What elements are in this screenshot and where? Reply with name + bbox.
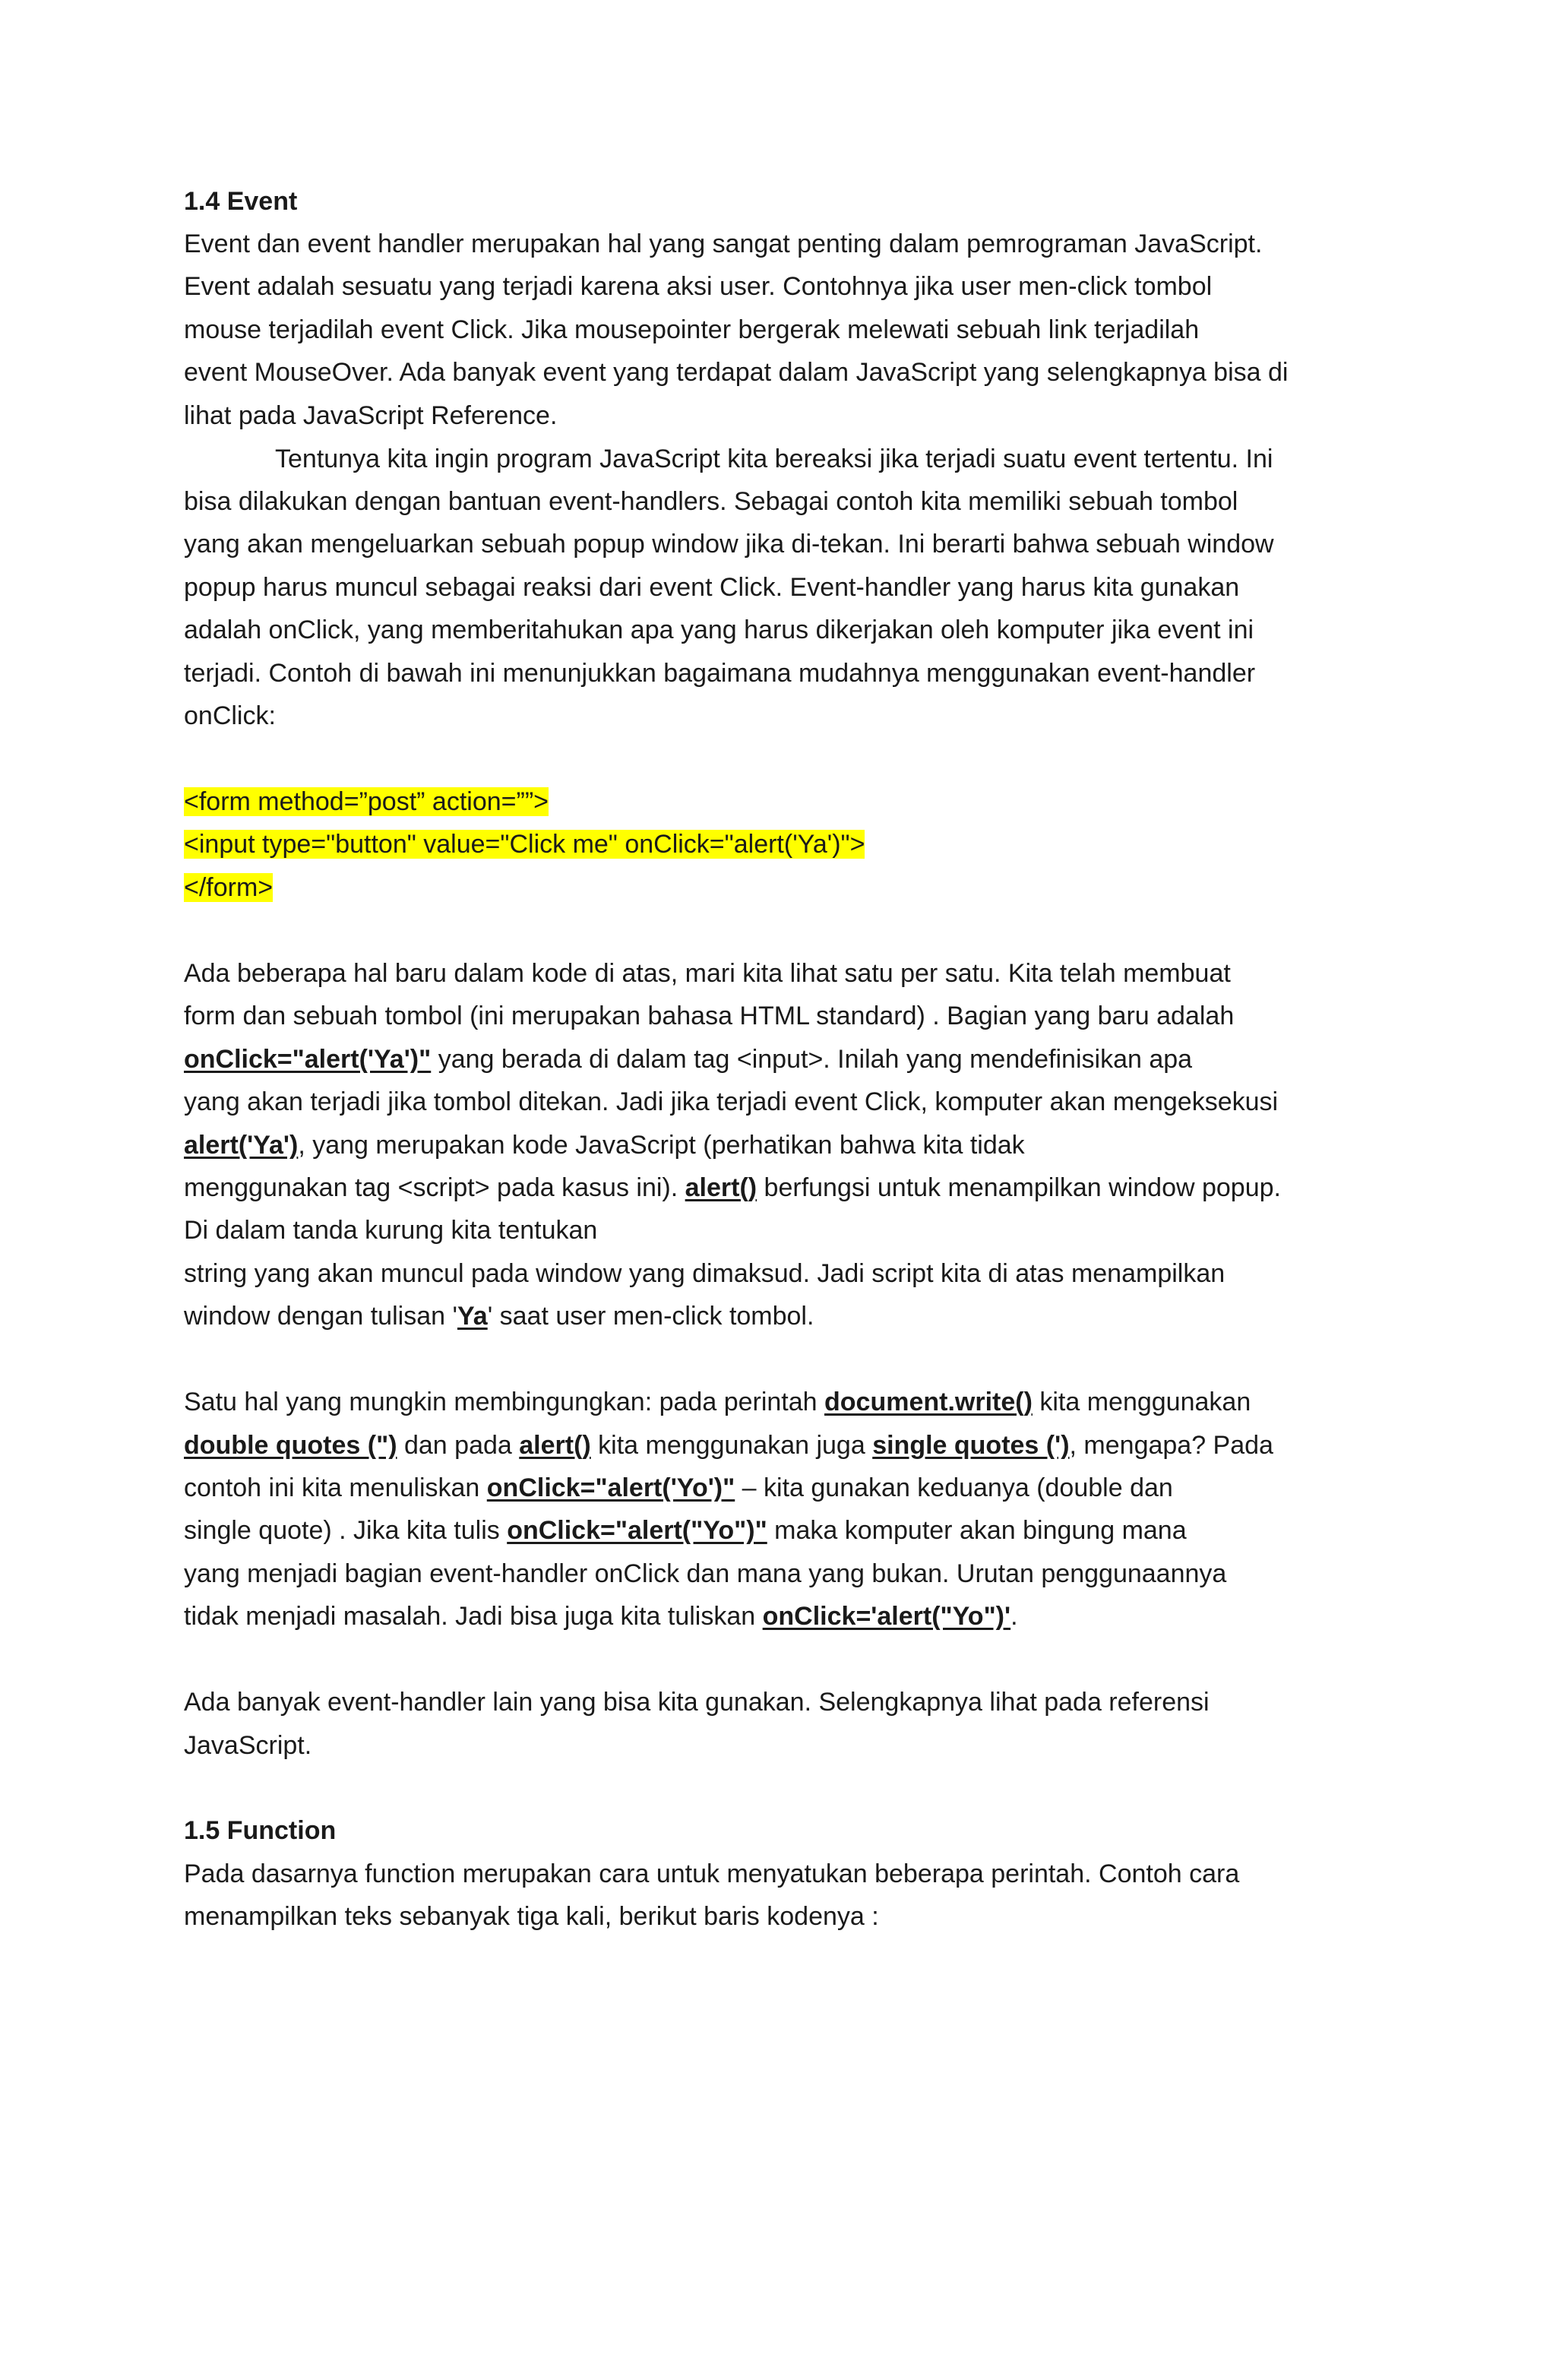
section-heading-function: 1.5 Function [184, 1816, 337, 1845]
text-line: form dan sebuah tombol (ini merupakan bahasa HTML standard) . Bagian yang baru adalah [184, 1002, 1235, 1030]
inline-code-term: alert() [685, 1173, 757, 1202]
text-line [184, 1598, 1018, 1635]
text-run: menggunakan tag <script> pada kasus ini). [184, 1173, 685, 1202]
text-line: Pada dasarnya function merupakan cara untuk menyatukan beberapa perintah. Contoh cara [184, 1859, 1240, 1888]
inline-code-term: onClick="alert("Yo")" [507, 1516, 767, 1545]
inline-code-term: onClick="alert('Ya')" [184, 1045, 432, 1074]
text-run: kita menggunakan [1032, 1388, 1251, 1416]
text-run: contoh ini kita menuliskan [184, 1473, 487, 1502]
text-line: Ada beberapa hal baru dalam kode di atas, mari kita lihat satu per satu. Kita telah membuat [184, 959, 1231, 988]
code-line: </form> [184, 873, 274, 902]
text-line [184, 1041, 1192, 1078]
text-run: , yang merupakan kode JavaScript (perhatikan bahwa kita tidak [298, 1131, 1025, 1160]
text-run: ' saat user men-click tombol. [487, 1302, 814, 1331]
text-line: Event dan event handler merupakan hal yang sangat penting dalam pemrograman JavaScript. [184, 229, 1263, 258]
code-line: <form method=”post” action=””> [184, 787, 549, 816]
text-line [184, 1384, 1251, 1420]
text-line [184, 1127, 1025, 1163]
text-line: yang akan mengeluarkan sebuah popup window jika di-tekan. Ini berarti bahwa sebuah window [184, 530, 1274, 559]
inline-code-term: single quotes (') [872, 1431, 1070, 1460]
text-run: tidak menjadi masalah. Jadi bisa juga kita tuliskan [184, 1602, 763, 1631]
text-run: kita menggunakan juga [590, 1431, 873, 1460]
text-line: lihat pada JavaScript Reference. [184, 401, 558, 430]
text-line [184, 1298, 814, 1334]
text-line: popup harus muncul sebagai reaksi dari event Click. Event-handler yang harus kita gunakan [184, 573, 1240, 602]
text-run: – kita gunakan keduanya (double dan [735, 1473, 1173, 1502]
text-run: maka komputer akan bingung mana [767, 1516, 1187, 1545]
inline-code-term: alert('Ya') [184, 1131, 299, 1160]
text-line: string yang akan muncul pada window yang dimaksud. Jadi script kita di atas menampilkan [184, 1259, 1226, 1288]
inline-code-term: alert() [519, 1431, 591, 1460]
text-line: event MouseOver. Ada banyak event yang terdapat dalam JavaScript yang selengkapnya bisa di [184, 358, 1289, 387]
inline-code-term: document.write() [824, 1388, 1033, 1416]
text-line: terjadi. Contoh di bawah ini menunjukkan bagaimana mudahnya menggunakan event-handler [184, 659, 1256, 688]
inline-code-term: onClick='alert("Yo")' [762, 1602, 1011, 1631]
text-line: adalah onClick, yang memberitahukan apa yang harus dikerjakan oleh komputer jika event ini [184, 616, 1254, 644]
text-line: yang akan terjadi jika tombol ditekan. Jadi jika terjadi event Click, komputer akan mengeksekusi [184, 1087, 1279, 1116]
inline-code-term: double quotes (") [184, 1431, 397, 1460]
text-line: Event adalah sesuatu yang terjadi karena aksi user. Contohnya jika user men-click tombol [184, 272, 1213, 301]
text-line [184, 1512, 1187, 1549]
text-run: window dengan tulisan ' [184, 1302, 457, 1331]
text-line: JavaScript. [184, 1731, 312, 1760]
text-line: yang menjadi bagian event-handler onClick dan mana yang bukan. Urutan penggunaannya [184, 1559, 1227, 1588]
text-run: dan pada [397, 1431, 520, 1460]
text-line [184, 1470, 1173, 1506]
inline-code-term: onClick="alert('Yo')" [486, 1473, 735, 1502]
text-line [184, 1427, 1273, 1464]
text-run: Satu hal yang mungkin membingungkan: pada perintah [184, 1388, 825, 1416]
section-heading-event: 1.4 Event [184, 187, 298, 216]
text-run: , mengapa? Pada [1069, 1431, 1273, 1460]
text-line: Di dalam tanda kurung kita tentukan [184, 1216, 598, 1245]
text-line: mouse terjadilah event Click. Jika mousepointer bergerak melewati sebuah link terjadilah [184, 315, 1200, 344]
text-run: . [1010, 1602, 1018, 1631]
text-run: berfungsi untuk menampilkan window popup. [757, 1173, 1281, 1202]
text-line: onClick: [184, 701, 276, 730]
text-line: menampilkan teks sebanyak tiga kali, berikut baris kodenya : [184, 1902, 879, 1931]
code-line: <input type="button" value="Click me" onClick="alert('Ya')"> [184, 830, 865, 859]
text-run: yang berada di dalam tag <input>. Inilah yang mendefinisikan apa [431, 1045, 1193, 1074]
text-line: Tentunya kita ingin program JavaScript kita bereaksi jika terjadi suatu event tertentu. Ini [275, 445, 1273, 473]
inline-code-term: Ya [457, 1302, 488, 1331]
text-line: bisa dilakukan dengan bantuan event-handlers. Sebagai contoh kita memiliki sebuah tombol [184, 487, 1238, 516]
text-line: Ada banyak event-handler lain yang bisa kita gunakan. Selengkapnya lihat pada referensi [184, 1688, 1210, 1717]
text-line [184, 1169, 1281, 1206]
text-run: single quote) . Jika kita tulis [184, 1516, 508, 1545]
